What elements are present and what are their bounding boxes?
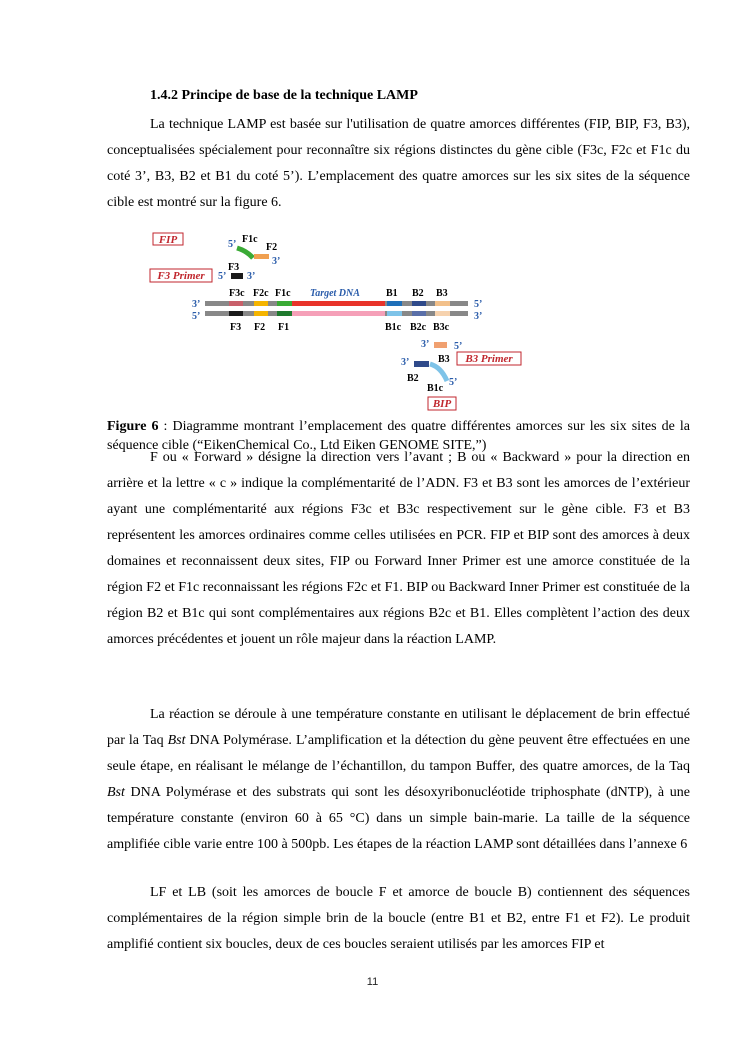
bip-b2-label: B2: [407, 373, 419, 384]
bip-b1c-label: B1c: [427, 383, 444, 394]
bip-five-prime: 5’: [449, 377, 458, 388]
bottom-strand-right-end: 3’: [474, 311, 483, 322]
label-f3: F3: [230, 322, 242, 333]
label-b1c: B1c: [385, 322, 402, 333]
b3-primer-segment: [434, 342, 447, 348]
paragraph-intro: La technique LAMP est basée sur l'utilisation de quatre amorces différentes (FIP, BIP, F3, B3), conceptualisées spécialement pour reconnaître six régions distinctes du gène cible (F3c, F2c et F1c du coté 3’, B3, B2 et B1 du coté 5’). L’emplacement des quatre amorces sur les six sites de la séquence cible est montré sur la figure 6.: [107, 117, 690, 210]
label-f1c: F1c: [275, 288, 291, 299]
f3-five-prime: 5’: [218, 271, 227, 282]
label-b2c: B2c: [410, 322, 427, 333]
b3-three-prime: 3’: [421, 339, 430, 350]
paragraph-loop-primers: LF et LB (soit les amorces de boucle F et amorce de boucle B) contiennent des séquences complémentaires de la région simple brin de la boucle (entre B1 et B2, entre F1 et F2). Le produit amplifié contient six boucles, deux de ces boucles seraient utilisés par les amorces FIP et: [107, 885, 690, 952]
top-b3-region: [435, 301, 450, 306]
section-heading: 1.4.2 Principe de base de la technique LAMP: [150, 88, 418, 103]
bottom-f1-region: [277, 311, 292, 316]
bottom-b1c-region: [387, 311, 402, 316]
label-b3c: B3c: [433, 322, 450, 333]
top-strand-right-end: 5’: [474, 299, 483, 310]
fip-label: FIP: [158, 234, 178, 246]
bip-label: BIP: [432, 398, 452, 410]
f3-three-prime: 3’: [247, 271, 256, 282]
f3-primer-name: F3: [228, 262, 240, 273]
f3-primer-segment: [231, 273, 243, 279]
b3-primer-name: B3: [438, 354, 450, 365]
figure-caption-label: Figure 6: [107, 419, 159, 434]
label-b3: B3: [436, 288, 448, 299]
bst-term-2: Bst: [107, 785, 125, 800]
page-number: 11: [366, 976, 379, 988]
lamp-primer-diagram: [145, 225, 535, 415]
bottom-b2c-region: [412, 311, 426, 316]
fip-f2-label: F2: [266, 242, 278, 253]
bottom-f3-region: [229, 311, 243, 316]
paragraph-reaction-part-1: La réaction se déroule à une température constante en utilisant le déplacement de brin effectué par la Taq: [107, 707, 690, 748]
label-f3c: F3c: [229, 288, 245, 299]
top-target-region: [292, 301, 385, 306]
f3-primer-label: F3 Primer: [157, 270, 205, 282]
b3-five-prime: 5’: [454, 341, 463, 352]
fip-f1c-label: F1c: [242, 234, 258, 245]
fip-f2-segment: [254, 254, 269, 259]
bottom-target-region: [292, 311, 385, 316]
label-f1: F1: [278, 322, 290, 333]
paragraph-primers: F ou « Forward » désigne la direction vers l’avant ; B ou « Backward » pour la direction en arrière et la lettre « c » indique la complémentarité de l’ADN. F3 et B3 sont les amorces de l’extérieur ayant une complémentarité aux régions F3c et B3c respectivement sur le gène cible. F3 et B3 représentent les amorces ordinaires comme celles utilisées en PCR. FIP et BIP sont des amorces à deux domaines et reconnaissent deux sites, FIP ou Forward Inner Primer est une amorce constituée de la région F2 et F1c reconnaissant les régions F2c et F1. BIP ou Backward Inner Primer est constituée de la région B2 et B1c qui sont complémentaires aux régions B2c et B1. Elles complètent l’action des deux amorces précédentes et jouent un rôle majeur dans la réaction LAMP.: [107, 450, 690, 647]
bottom-b3c-region: [435, 311, 450, 316]
target-dna-label: Target DNA: [310, 288, 360, 299]
top-f3c-region: [229, 301, 243, 306]
label-f2c: F2c: [253, 288, 269, 299]
bst-term-1: Bst: [167, 733, 186, 748]
label-b2: B2: [412, 288, 424, 299]
figure-caption-text: : Diagramme montrant l’emplacement des quatre différentes amorces sur les six sites de la séquence cible (“EikenChemical Co., Ltd Eiken GENOME SITE,”): [107, 419, 691, 453]
top-b2-region: [412, 301, 426, 306]
bip-three-prime: 3’: [401, 357, 410, 368]
fip-five-prime: 5’: [228, 239, 237, 250]
top-f2c-region: [254, 301, 268, 306]
paragraph-reaction-part-3: DNA Polymérase et des substrats qui sont les désoxyribonucléotide triphosphate (dNTP), à une température constante (environ 60 à 65 °C) dans un simple bain-marie. La taille de la séquence amplifiée cible varie entre 100 à 500pb. Les étapes de la réaction LAMP sont détaillées dans l’annexe 6: [107, 785, 690, 852]
bottom-strand-left-end: 5’: [192, 311, 201, 322]
label-b1: B1: [386, 288, 398, 299]
fip-three-prime: 3’: [272, 256, 281, 267]
top-strand-left-end: 3’: [192, 299, 201, 310]
figure-lamp-diagram: [145, 225, 535, 415]
top-b1-region: [387, 301, 402, 306]
paragraph-reaction: [107, 702, 690, 858]
bottom-f2-region: [254, 311, 268, 316]
bip-b1c-segment: [430, 364, 447, 381]
paragraph-reaction-part-2: DNA Polymérase. L’amplification et la détection du gène peuvent être effectuées en une seule étape, en réalisant le mélange de l’échantillon, du tampon Buffer, des quatre amorces, de la Taq: [107, 733, 690, 774]
label-f2: F2: [254, 322, 266, 333]
bip-b2-segment: [414, 361, 429, 367]
top-f1c-region: [277, 301, 292, 306]
fip-f1c-segment: [237, 248, 253, 258]
b3-primer-label: B3 Primer: [465, 353, 513, 365]
